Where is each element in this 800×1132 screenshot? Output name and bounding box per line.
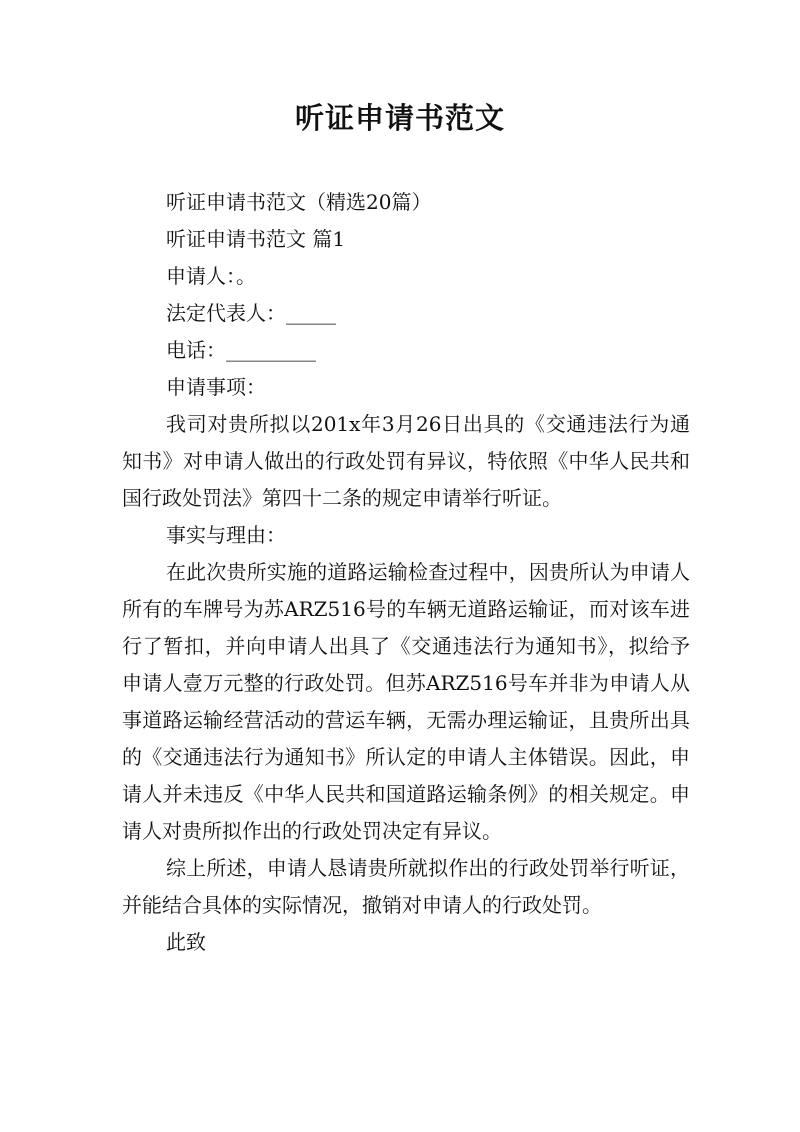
paragraph-heading-selection: 听证申请书范文（精选20篇） [166, 190, 432, 214]
document-body [122, 184, 690, 961]
paragraph-facts-reasons: 在此次贵所实施的道路运输检查过程中，因贵所认为申请人所有的车牌号为苏ARZ516号的车辆无道路运输证，而对该车进行了暂扣，并向申请人出具了《交通违法行为通知书》，拟给予申请人壹万元整的行政处罚。但苏ARZ516号车并非为申请人从事道路运输经营活动的营运车辆，无需办理运输证，且贵所出具的《交通违法行为通知书》所认定的申请人主体错误。因此，申请人并未违反《中华人民共和国道路运输条例》的相关规定。申请人对贵所拟作出的行政处罚决定有异议。 [122, 560, 690, 843]
paragraph-facts-reasons-heading: 事实与理由： [166, 523, 286, 547]
paragraph-request-items-heading: 申请事项： [166, 375, 266, 399]
document-title: 听证申请书范文 [294, 101, 505, 135]
paragraph-phone: 电话：_________ [166, 338, 316, 362]
paragraph-legal-representative: 法定代表人：_____ [166, 301, 336, 325]
paragraph-applicant: 申请人：。 [166, 264, 256, 288]
paragraph-closing: 此致 [166, 930, 206, 954]
paragraph-request-items: 我司对贵所拟以201x年3月26日出具的《交通违法行为通知书》对申请人做出的行政处罚有异议，特依照《中华人民共和国行政处罚法》第四十二条的规定申请举行听证。 [122, 412, 690, 510]
paragraph-article-number: 听证申请书范文 篇1 [166, 227, 346, 251]
paragraph-conclusion: 综上所述，申请人恳请贵所就拟作出的行政处罚举行听证，并能结合具体的实际情况，撤销对申请人的行政处罚。 [122, 856, 690, 917]
